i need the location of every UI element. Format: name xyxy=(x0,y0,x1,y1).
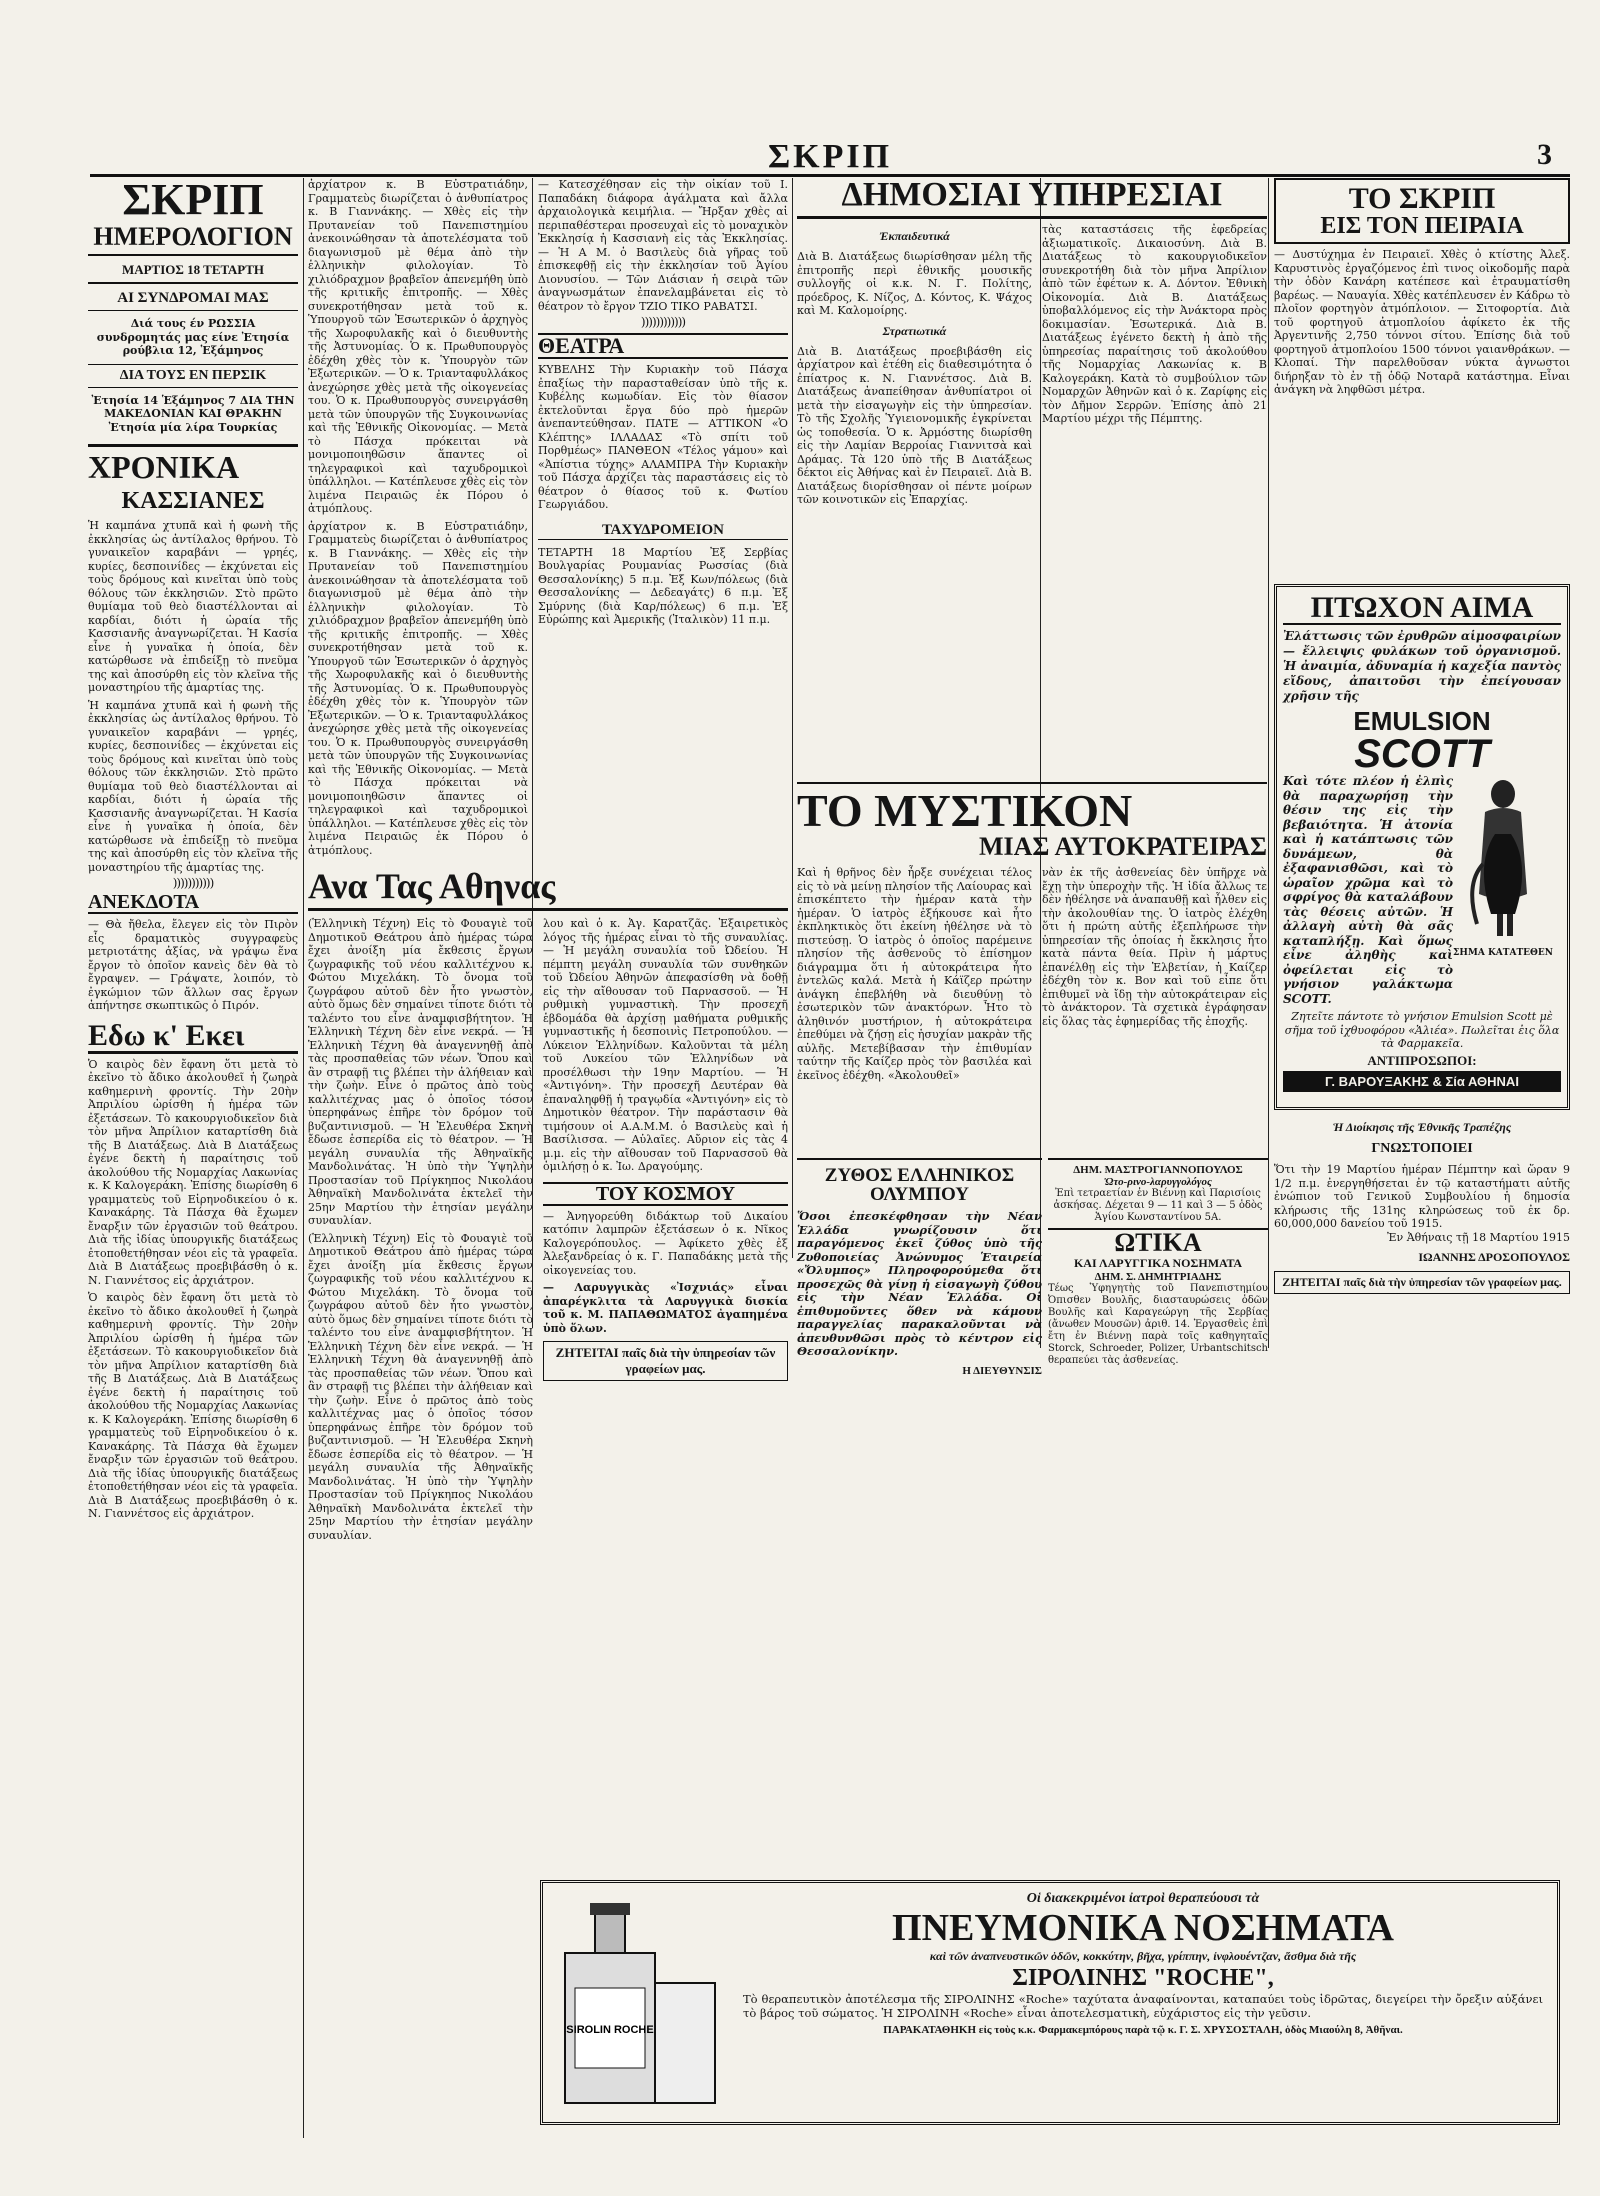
athens-heading: Ανα Τας Αθηνας xyxy=(308,868,788,911)
athens-text-2: λου καὶ ὁ κ. Ἀγ. Καρατζᾶς. Ἐξαιρετικὸς λόγος τῆς ἡμέρας εἶναι τὸ τῆς συναυλίας. — Ἡ μεγάλη συναυλία τοῦ Ὠδείου. Ἡ πέμπτη μεγάλη συναυλία τῶν συνθηκῶν τοῦ Ὠδείου Ἀθηνῶν ἀπεφασίσθη νὰ δοθῇ εἰς τὴν αἴθουσαν τοῦ Παρνασσοῦ. — Ἡ ρυθμικὴ γυμναστικὴ. Τὴν προσεχῆ ἑβδομάδα θὰ ἀρχίσῃ μαθήματα ρυθμικῆς γυμναστικῆς ἡ δεσποινὶς Πετροπούλου. — Λύκειον Ἑλληνίδων. Καλοῦνται τὰ μέλη τοῦ Λυκείου τῶν Ἑλληνίδων νὰ προσέλθωσι τὴν 19ην Μαρτίου. — Ἡ «Ἀντιγόνη». Τὴν προσεχῆ Δευτέραν θὰ ἐπαναληφθῇ ἡ τραγῳδία «Ἀντιγόνη» εἰς τὸ Δημοτικὸν θέατρον. Τὴν παράστασιν θὰ τιμήσουν οἱ Α.Α.Μ.Μ. ὁ Βασιλεὺς καὶ ἡ Βασίλισσα. — Αὐλαῖες. Αὔριον εἰς τὰς 4 μ.μ. εἰς τὴν αἴθουσαν τοῦ Παρνασσοῦ θὰ ὁμιλήσῃ ὁ κ. Ἰω. Δραγούμης. xyxy=(543,917,788,1173)
ptoxon-text: Ἐλάττωσις τῶν ἐρυθρῶν αἱμοσφαιρίων — ἔλλειψις φυλάκων τοῦ ὀργανισμοῦ. Ἡ ἀναιμία, ἀδυναμία ἡ καχεξία παντὸς εἴδους, ἀπαιτοῦσι τὴν ἐπείγουσαν χρῆσιν τῆς xyxy=(1283,629,1562,703)
subscriptions-heading: ΑΙ ΣΥΝΔΡΟΜΑΙ ΜΑΣ xyxy=(88,290,298,311)
education-heading: Ἐκπαιδευτικά xyxy=(879,229,950,243)
separator: )))))))))))) xyxy=(640,315,686,329)
wanted-notice: ΖΗΤΕΙΤΑΙ παῖς διὰ τὴν ὑπηρεσίαν τῶν γραφείων μας. xyxy=(543,1341,788,1381)
news-text: ἀρχίατρον κ. Β Εὐστρατιάδην, Γραμματεὺς διωρίζεται ὁ ἀνθυπίατρος κ. Β Γιαννάκης. — Χθὲς εἰς τὴν Πρυτανείαν τοῦ Πανεπιστημίου ἀνεκοινώθησαν τὰ ἀποτελέσματα τοῦ διαγωνισμοῦ μὲ θέμα ἀπὸ τὴν ἑλληνικὴν φιλολογίαν. Τὸ χιλιόδραχμον βραβεῖον ἀπενεμήθη ὑπὸ τῆς κριτικῆς ἐπιτροπῆς. — Χθὲς συνεκροτήθησαν μετὰ τοῦ κ. Ὑπουργοῦ τῶν Ἐσωτερικῶν ὁ ἀρχηγὸς τῆς Χωροφυλακῆς καὶ ὁ διευθυντὴς τῆς Ἀστυνομίας. Ὁ κ. Πρωθυπουργὸς ἐδέχθη χθὲς τὸν κ. Ὑπουργὸν τῶν Ἐξωτερικῶν. — Ὁ κ. Τριανταφυλλάκος ἀνεχώρησε χθὲς μετὰ τῆς οἰκογενείας του. Ὁ κ. Πρωθυπουργὸς συνειργάσθη μετὰ τῶν ὑπουργῶν τῆς Συγκοινωνίας καὶ τῆς Ἐθνικῆς Οἰκονομίας. — Μετὰ τὸ Πάσχα πρόκειται νὰ μονιμοποιηθῶσιν ἅπαντες οἱ τηλεγραφικοὶ καὶ ταχυδρομικοὶ ὑπάλληλοι. — Κατέπλευσε χθὲς εἰς τὸν λιμένα Πειραιῶς ἐκ Πόρου ὁ ἀτμόπλους. xyxy=(308,178,528,515)
date-line: ΜΑΡΤΙΟΣ 18 ΤΕΤΑΡΤΗ xyxy=(88,262,298,284)
column-1 xyxy=(88,175,298,2138)
piraeus-heading: ΕΙΣ ΤΟΝ ΠΕΙΡΑΙΑ xyxy=(1320,213,1524,239)
laryng-text: — Λαρυγγικὰς «Ἰσχνιάς» εἶναι ἀπαρέγκλιτα τὰ Λαρυγγικὰ δισκία τοῦ κ. Μ. ΠΑΠΑΘΩΜΑΤΟΣ ἀγαπημένα ὑπὸ ὅλων. xyxy=(543,1281,788,1335)
zythos-footer: Η ΔΙΕΥΘΥΝΣΙΣ xyxy=(962,1364,1042,1377)
bottle-illustration xyxy=(555,1893,725,2113)
otika-text: Τέως Ὑφηγητὴς τοῦ Πανεπιστημίου Ὀπισθεν Βουλῆς, διασταυρώσεις ὁδῶν Βουλῆς καὶ Καραγεώργη τῆς Σερβίας (ἄνωθεν Μουσῶν) ἀριθ. 14. Ἐργασθεὶς ἐπὶ ἔτη ἐν Βιέννῃ παρὰ τοῖς καθηγηταῖς Storck, Schroeder, Polizer, Urbantschitsch θεραπεύει τὰς ἀσθενείας. xyxy=(1048,1283,1268,1366)
military-heading: Στρατιωτικά xyxy=(882,323,947,338)
kassianes-heading: ΚΑΣΣΙΑΝΕΣ xyxy=(121,488,265,514)
fisherman-icon xyxy=(1455,774,1551,944)
zythos-text: Ὅσοι ἐπεσκέφθησαν τὴν Νέαν Ἑλλάδα γνωρίζουσιν ὅτι παραγόμενος ἐκεῖ ζύθος ὑπὸ τῆς Ζυθοποιείας Ἀνώνυμος Ἑταιρεία «Ὄλυμπος» Πληροφορούμεθα ὅτι προσεχῶς θὰ γίνῃ ἡ εἰσαγωγὴ ζύθου εἰς τὴν Νέαν Ἑλλάδα. Οἱ ἐπιθυμοῦντες ὅθεν νὰ κάμουν παραγγελίας παρακαλοῦνται νὰ ἀπευθυνθῶσι πρὸς τὸ κέντρον εἰς Θεσσαλονίκην. xyxy=(797,1209,1042,1358)
gnostopoiei-text: Ὅτι τὴν 19 Μαρτίου ἡμέραν Πέμπτην καὶ ὥραν 9 1/2 π.μ. ἐνεργηθήσεται ἐν τῷ καταστήματι αὐτῆς ἐνώπιον τοῦ Γενικοῦ Συμβουλίου ἡ δημοσία κλήρωσις τῆς 131ης κληρώσεως τοῦ ἐκ δρ. 60,000,000 δανείου τοῦ 1915. xyxy=(1274,1163,1570,1230)
kassianes-text: Ἡ καμπάνα χτυπᾶ καὶ ἡ φωνὴ τῆς ἐκκλησίας ὡς ἀντίλαλος θρήνου. Τὸ γυναικεῖον καραβάνι — γρηές, κυρίες, δεσποινίδες — ἐκχύνεται εἰς τοὺς δρόμους καὶ κινεῖται ὑπὸ τοὺς θόλους τῶν ἐκκλησιῶν. Στὸ πρῶτο θυμίαμα τοῦ θεὸ διαστέλλονται αἱ καρδίαι, διότι ἡ ὡραία τῆς Κασσιανῆς ἀναγνωρίζεται. Ἡ Κασία εἶνε ἡ γυναῖκα ἡ ὁποία, δὲν κατώρθωσε νὰ ἐπιδείξῃ τὸ πνεῦμα της καὶ ἀποσύρθη εἰς τὸν κλεῖνα τῆς μοναστηρίου τῆς ἁμαρτίας της. xyxy=(88,519,298,694)
sirolin-text: Τὸ θεραπευτικὸν ἀποτέλεσμα τῆς ΣΙΡΟΛΙΝΗΣ «Roche» ταχύτατα ἀναφαίνονται, καταπαύει τοὺς ἱδρῶτας, διεγείρει τὴν ὄρεξιν αὐξάνει τὸ βάρος τοῦ σώματος. Ἡ ΣΙΡΟΛΙΝΗ «Roche» εἶναι ἀποτελεσματικὴ, εὐχάριστος εἰς τὴν γεῦσιν. xyxy=(743,1992,1543,2020)
public-services-heading: ΔΗΜΟΣΙΑΙ ΥΠΗΡΕΣΙΑΙ xyxy=(797,178,1267,219)
sirolin-footer: ΠΑΡΑΚΑΤΑΘΗΚΗ εἰς τοὺς κ.κ. Φαρμακεμπόρους παρὰ τῷ κ. Γ. Σ. ΧΡΥΣΟΣΤΑΛΗ, ὁδὸς Μιαούλη 8, Ἀθῆναι. xyxy=(883,2024,1403,2036)
column-5 xyxy=(1274,178,1570,1368)
doctor-specialty: Ὠτο-ρινο-λαρυγγολόγος xyxy=(1104,1176,1212,1188)
military-text: Διὰ Β. Διατάξεως προεβιβάσθη εἰς ἀρχίατρον καὶ ἐτέθη εἰς διαθεσιμότητα ὁ ἐπίατρος κ. Ν. Γιαννέτσος. Διὰ Β. Διατάξεως ἀναπείθησαν ἀνθυπίατροι οἱ μετὰ τὴν εἰσαγωγὴν εἰς τὴν ὑπηρεσίαν. Τὸ τῆς Σχολῆς Ὑγιειονομικῆς ἐγκρίνεται ὡς τοποθεσία. Ὁ κ. Ἀρμόστης διωρίσθη εἰς τὴν Λαμίαν Βερροίας Γιαννιτσὰ καὶ Δράμας. Τὰ 120 ὑπὸ τῆς Β Διατάξεως δέκτοι εἰς Ἀθήνας καὶ ἐν Πειραιεῖ. Διὰ Β. Διατάξεως διορίσθησαν οἱ πέντε μοίρων τῶν κοινοτικῶν εἰς Ἐπαρχίας. xyxy=(797,344,1032,506)
edo-ekei-heading: Εδω κ' Εκει xyxy=(88,1021,298,1054)
column-3 xyxy=(538,178,788,868)
skrip-heading: ΤΟ ΣΚΡΙΠ xyxy=(1348,182,1496,215)
logo: ΣΚΡΙΠ xyxy=(122,175,264,224)
sirolin-heading: ΠΝΕΥΜΟΝΙΚΑ ΝΟΣΗΜΑΤΑ xyxy=(892,1907,1394,1949)
emulsion-brand: EMULSION xyxy=(1353,706,1491,736)
services-right-text: τὰς καταστάσεις τῆς ἐφεδρείας ἀξιωματικοῖς. Δικαιοσύνη. Διὰ Β. Διατάξεως τὸ κακουργιοδικεῖον συνεκροτήθη διὰ τὸν μῆνα Ἀπρίλιον ἀπὸ τῶν ἐφέτων κ. Α. Δόντον. Ἐθνικὴ Οἰκονομία. Διὰ Β. Διατάξεως ὑποβαλλόμενος εἰς τὴν Ἀνάκτορα πρὸς δοκιμασίαν. Ἐσωτερικά. Διὰ Β. Διατάξεως ἐγένετο δεκτὴ ἡ ἀπὸ τῆς ὑπηρεσίας παραίτησις τοῦ ἀκολούθου τῆς Νομαρχίας Λακωνίας κ. Β Καλογεράκη. Κατὰ τὸ συμβούλιον τῶν Νομαρχῶν Ἀθηνῶν καὶ ὁ κ. Ζαρίφης εἰς τὸν Δῆμον Σερρῶν. Ἐπίσης ἀπὸ 21 Μαρτίου μέχρι τῆς Πέμπτης. xyxy=(1042,223,1267,425)
kosmos-text: — Ἀνηγορεύθη διδάκτωρ τοῦ Δικαίου κατόπιν λαμπρῶν ἐξετάσεων ὁ κ. Νῖκος Καλογερόπουλος. — Ἀφίκετο χθὲς ἐξ Ἀλεξανδρείας ὁ κ. Γ. Παπαδάκης μετὰ τῆς οἰκογενείας του. xyxy=(543,1209,788,1277)
subscriptions-text: Διά τους έν ΡΩΣΣΙΑ συνδρομητάς μας είνε Ἐτησία ρούβλια 12, Ἑξάμηνος xyxy=(96,317,290,357)
scott-brand: SCOTT xyxy=(1354,732,1490,776)
persia-text: Ἐτησία 14 Ἑξάμηνος 7 ΔΙΑ ΤΗΝ ΜΑΚΕΔΟΝΙΑΝ ΚΑΙ ΘΡΑΚΗΝ Ἐτησία μία λίρα Τουρκίας xyxy=(91,393,295,434)
athens-text: (Ἑλληνικὴ Τέχνη) Εἰς τὸ Φουαγιὲ τοῦ Δημοτικοῦ Θεάτρου ἀπὸ ἡμέρας τώρα ἔχει ἀνοίξη μία ἔκθεσις ἔργων ζωγραφικῆς τοῦ νέου καλλιτέχνου κ. Φώτου Μιχελάκη. Τὸ ὄνομα τοῦ ζωγράφου αὐτοῦ δὲν ἦτο γνωστὸν, αὐτὸ ὅμως δὲν σημαίνει τίποτε διότι τὸ ταλέντο του εἶνε ἀναμφισβήτητον. Ἡ Ἑλληνικὴ Τέχνη δὲν εἶνε νεκρά. — Ἡ Ἑλληνικὴ Τέχνη θὰ ἀναγεννηθῇ ἀπὸ τὰς προσπαθείας τῶν νέων. Ὅπου καὶ ἂν στραφῇ τις βλέπει τὴν ἀλήθειαν καὶ τὴν ζωὴν. Εἶνε ὁ πρῶτος ἀπὸ τοὺς καλλιτέχνας μας ὁ ὁποῖος τόσον ὑπερηφάνως ἐπῆρε τὸν δρόμον τοῦ βυζαντινισμοῦ. — Ἡ Ἐλευθέρα Σκηνὴ ἔδωσε ἑσπερίδα εἰς τὸ θέατρον. — Ἡ μεγάλη συναυλία τῆς Ἀθηναϊκῆς Μανδολινάτας. Ἡ ὑπὸ τὴν Ὑψηλὴν Προστασίαν τοῦ Πρίγκηπος Νικολάου Ἀθηναϊκὴ Μανδολινάτα ἐκτελεῖ τὴν 25ην Μαρτίου τὴν ἐτησίαν μεγάλην συναυλίαν. xyxy=(308,917,533,1227)
sirolin-content xyxy=(743,1891,1543,2042)
bank-heading: Ἡ Διοίκησις τῆς Ἐθνικῆς Τραπέζης xyxy=(1332,1120,1512,1134)
edo-ekei-text-cont: Ὁ καιρὸς δὲν ἔφανη ὅτι μετὰ τὸ ἐκεῖνο τὸ ἄδικο ἀκολουθεῖ ἡ ζωηρὰ καθημερινὴ φροντίς. Τὴν 20ὴν Ἀπριλίου ὡρίσθη ἡ ἡμέρα τῶν ἐξετάσεων. Τὸ κακουργιοδικεῖον διὰ τὸν μῆνα Ἀπρίλιον καταρτίσθη διὰ τῆς Β Διατάξεως. Διὰ Β Διατάξεως ἐγένε δεκτὴ ἡ παραίτησις τοῦ ἀκολούθου τῆς Νομαρχίας Λακωνίας κ. Κ Καλογεράκη. Ἐπίσης διωρίσθη 6 γραμματεὺς τοῦ Εἰρηνοδικείου ὁ κ. Κανακάρης. Τὰ Πάσχα θὰ ἔχωμεν ἔναρξιν τῶν ἐργασιῶν τοῦ θεάτρου. Διὰ τῆς ἰδίας ὑπουργικῆς διατάξεως ἐτοποθετήθησαν νέοι εἰς τὰ γραφεῖα. Διὰ Β Διατάξεως προεβιβάσθη ὁ κ. Ν. Γιαννέτσος εἰς ἀρχιάτρον. xyxy=(88,1291,298,1520)
calendar-title: ΗΜΕΡΟΛΟΓΙΟΝ xyxy=(88,224,298,256)
doctor-text: Ἐπὶ τετραετίαν ἐν Βιέννῃ καὶ Παρισίοις ἀσκήσας. Δέχεται 9 — 11 καὶ 3 — 5 ὁδὸς Ἁγίου Κωνσταντίνου 5Α. xyxy=(1053,1188,1263,1223)
edo-ekei-text: Ὁ καιρὸς δὲν ἔφανη ὅτι μετὰ τὸ ἐκεῖνο τὸ ἄδικο ἀκολουθεῖ ἡ ζωηρὰ καθημερινὴ φροντίς. Τὴν 20ὴν Ἀπριλίου ὡρίσθη ἡ ἡμέρα τῶν ἐξετάσεων. Τὸ κακουργιοδικεῖον διὰ τὸν μῆνα Ἀπρίλιον καταρτίσθη διὰ τῆς Β Διατάξεως. Διὰ Β Διατάξεως ἐγένε δεκτὴ ἡ παραίτησις τοῦ ἀκολούθου τῆς Νομαρχίας Λακωνίας κ. Κ Καλογεράκη. Ἐπίσης διωρίσθη 6 γραμματεὺς τοῦ Εἰρηνοδικείου ὁ κ. Κανακάρης. Τὰ Πάσχα θὰ ἔχωμεν ἔναρξιν τῶν ἐργασιῶν τοῦ θεάτρου. Διὰ τῆς ἰδίας ὑπουργικῆς διατάξεως ἐτοποθετήθησαν νέοι εἰς τὰ γραφεῖα. Διὰ Β Διατάξεως προεβιβάσθη ὁ κ. Ν. Γιαννέτσος εἰς ἀρχιάτρον. xyxy=(88,1057,298,1287)
post-heading: ΤΑΧΥΔΡΟΜΕΙΟΝ xyxy=(538,522,788,540)
seal-label: ΣΗΜΑ ΚΑΤΑΤΕΘΕΝ xyxy=(1453,948,1553,958)
wanted-notice-2: ΖΗΤΕΙΤΑΙ παῖς διὰ τὴν ὑπηρεσίαν τῶν γραφείων μας. xyxy=(1274,1271,1570,1294)
gnostopoiei-signature: ΙΩΑΝΝΗΣ ΔΡΟΣΟΠΟΥΛΟΣ xyxy=(1418,1250,1570,1264)
theatra-text: ΚΥΒΕΛΗΣ Τὴν Κυριακὴν τοῦ Πάσχα ἐπαξίως τὴν παρασταθείσαν ὑπὸ τῆς κ. Κυβέλης κωμωδίαν. Εἰς τὸν θίασον ἐκτελοῦνται ἔργα δύο πρὸ ἡμερῶν ἀνεπαντεύθησαν. ΠΑΤΕ — ΑΤΤΙΚΟΝ «Ὁ Κλέπτης» ΙΛΛΑΔΑΣ «Τὸ σπίτι τοῦ Πορθμέως» ΠΑΝΘΕΟΝ «Τέλος γάμου» καὶ «Ἀπίστια τύχης» ΑΛΑΜΠΡΑ Τὴν Κυριακὴν τοῦ Πάσχα ἀρχίζει τὰς παραστάσεις εἰς τὸ θέατρον ὁ θίασος τοῦ κ. Φωτίου Γεωργιάδου. xyxy=(538,363,788,511)
ptoxon-heading: ΠΤΩΧΟΝ ΑΙΜΑ xyxy=(1283,593,1561,625)
public-services xyxy=(797,178,1267,738)
otika-subheading: ΚΑΙ ΛΑΡΥΓΓΙΚΑ ΝΟΣΗΜΑΤΑ xyxy=(1073,1256,1243,1270)
separator: ))))))))))) xyxy=(172,876,214,890)
piraeus-text: — Δυστύχημα ἐν Πειραιεῖ. Χθὲς ὁ κτίστης Ἀλεξ. Καρυστινὸς ἐργαζόμενος ἐπὶ τινος οἰκοδομῆς παρὰ τὴν ὁδὸν Κανάρη κατέπεσε καὶ ἐτραυματίσθη βαρέως. — Ναυαγία. Χθὲς κατέπλευσεν ἐν Κάδρω τὸ πλοῖον φορτηγὸν ἀτμόπλοιον. — Σιτοφορτία. Διὰ τοῦ φορτηγοῦ ἀτμοπλοίου ἀφίκετο ἐκ τῆς Ἀργεντινῆς 2,750 τόννοι σίτου. Ἐπίσης διὰ τοῦ φορτηγοῦ ἀτμοπλοίου 1500 τόννοι γαιανθράκων. — Κλοπαί. Τὴν παρελθοῦσαν νύκτα ἀγνωστοι διήρηξαν τὸ ἐν τῇ ὁδῷ Νοταρᾶ κατάστημα. Εἶναι ἀνάγκη νὰ ληφθῶσι μέτρα. xyxy=(1274,248,1570,396)
otika-name: ΔΗΜ. Σ. ΔΗΜΗΤΡΙΑΔΗΣ xyxy=(1094,1271,1222,1283)
masthead xyxy=(90,138,1570,177)
mystikon-subtitle: ΜΙΑΣ ΑΥΤΟΚΡΑΤΕΙΡΑΣ xyxy=(979,832,1267,861)
fisherman-logo xyxy=(1453,774,1553,1006)
kosmos-heading: ΤΟΥ ΚΟΣΜΟΥ xyxy=(543,1182,788,1206)
scott-text: Καὶ τότε πλέον ἡ ἐλπὶς θὰ παραχωρήσῃ τὴν θέσιν της εἰς τὴν βεβαιότητα. Ἡ ἀτονία καὶ ἡ κατάπτωσις τῶν δυνάμεων, θὰ ἐξαφανισθῶσι, καὶ τὸ ὡραῖον χρῶμα καὶ τὸ σφρίγος θὰ καταλάβουν τὰς θέσεις αὐτῶν. Ἡ ἀλλαγὴ αὐτὴ θὰ σᾶς καταπλήξῃ. Καὶ ὅμως εἶνε ἀληθὴς καὶ ὀφείλεται εἰς τὸ γνήσιον γαλάκτωμα SCOTT. xyxy=(1283,774,1453,1006)
zythos-ad xyxy=(797,1158,1042,1377)
news-mid: — Κατεσχέθησαν εἰς τὴν οἰκίαν τοῦ Ι. Παπαδάκη διάφορα ἀγάλματα καὶ ἄλλα ἀρχαιολογικὰ κειμήλια. — Ἤρξαν χθὲς αἱ περιπαθέστεραι προσευχαὶ εἰς τὸ μοναχικὸν Ἐκκλησίᾳ ἡ Κασσιανὴ εἰς τὰς Ἐκκλησίας. — Ἡ Α Μ. ὁ Βασιλεὺς διὰ γῆρας τοῦ ἐπισκεφθῇ εἰς τὴν ἐκκλησίαν τοῦ Ἁγίου Διονυσίου. — Τῶν Διάσιαν ἡ σειρὰ τῶν ἀναγνωσμάτων ἐπανελαμβάνεται εἰς τὸ θέατρον τὸ ἔργον ΤΖΙΟ ΤΙΚΟ ΡΑΒΑΤΣΙ. xyxy=(538,178,788,313)
gnostopoiei-heading: ΓΝΩΣΤΟΠΟΙΕΙ xyxy=(1371,1141,1473,1156)
column-rule xyxy=(303,178,304,2138)
gnostopoiei-date: Ἐν Ἀθήναις τῇ 18 Μαρτίου 1915 xyxy=(1387,1230,1570,1244)
theatra-heading: ΘΕΑΤΡΑ xyxy=(538,333,788,359)
doctor-name: ΔΗΜ. ΜΑΣΤΡΟΓΙΑΝΝΟΠΟΥΛΟΣ xyxy=(1073,1164,1243,1176)
sirolin-lead: Οἱ διακεκριμένοι ἰατροὶ θεραπεύουσι τὰ xyxy=(1026,1891,1260,1906)
piraeus-box xyxy=(1274,178,1570,244)
agents-label: ΑΝΤΙΠΡΟΣΩΠΟΙ: xyxy=(1367,1052,1477,1068)
mystikon-text-right: νὰν ἐκ τῆς ἀσθενείας δὲν ὑπῆρχε νὰ ἔχῃ τὴν ὑπεροχὴν τῆς. Ἡ ἰδία ἄλλως τε δὲν ἠθέλησε νὰ ἀναπαυθῇ καὶ ἦλθεν εἰς τὴν ἀκολουθίαν της. Ὁ ἰατρὸς ἐλέχθη ὅτι ἡ πρώτη αὐτῆς ἐξεπλήρωσε τὴν ὑπηρεσίαν τῆς ὁποίας ἡ ἔκκλησις ἦτο κατὰ πάντα θεία. Πρὶν ἡ μάρτυς ἐπανέλθῃ εἰς τὴν Ἑλβετίαν, ἡ Καίζερ ἐδέχθη τὸν κ. Βον καὶ τοῦ εἶπε ὅτι ἐπιθυμεῖ νὰ ἴδῃ τὴν αὐτοκράτειραν εἰς τὸ ἀνάκτορον. Τὰ σχετικὰ ἐγράφησαν εἰς ὅλας τὰς ἐφημερίδας τῆς ἐποχῆς. xyxy=(1042,866,1267,1028)
chronika-heading: ΧΡΟΝΙΚΑ xyxy=(88,444,298,483)
sirolin-ad xyxy=(540,1880,1560,2125)
news-text-cont: ἀρχίατρον κ. Β Εὐστρατιάδην, Γραμματεὺς διωρίζεται ὁ ἀνθυπίατρος κ. Β Γιαννάκης. — Χθὲς εἰς τὴν Πρυτανείαν τοῦ Πανεπιστημίου ἀνεκοινώθησαν τὰ ἀποτελέσματα τοῦ διαγωνισμοῦ μὲ θέμα ἀπὸ τὴν ἑλληνικὴν φιλολογίαν. Τὸ χιλιόδραχμον βραβεῖον ἀπενεμήθη ὑπὸ τῆς κριτικῆς ἐπιτροπῆς. — Χθὲς συνεκροτήθησαν μετὰ τοῦ κ. Ὑπουργοῦ τῶν Ἐσωτερικῶν ὁ ἀρχηγὸς τῆς Χωροφυλακῆς καὶ ὁ διευθυντὴς τῆς Ἀστυνομίας. Ὁ κ. Πρωθυπουργὸς ἐδέχθη χθὲς τὸν κ. Ὑπουργὸν τῶν Ἐξωτερικῶν. — Ὁ κ. Τριανταφυλλάκος ἀνεχώρησε χθὲς μετὰ τῆς οἰκογενείας του. Ὁ κ. Πρωθυπουργὸς συνειργάσθη μετὰ τῶν ὑπουργῶν τῆς Συγκοινωνίας καὶ τῆς Ἐθνικῆς Οἰκονομίας. — Μετὰ τὸ Πάσχα πρόκειται νὰ μονιμοποιηθῶσιν ἅπαντες οἱ τηλεγραφικοὶ καὶ ταχυδρομικοὶ ὑπάλληλοι. — Κατέπλευσε χθὲς εἰς τὸν λιμένα Πειραιῶς ἐκ Πόρου ὁ ἀτμόπλους. xyxy=(308,519,528,857)
column-rule xyxy=(792,178,793,1258)
mystikon-section xyxy=(797,782,1267,1147)
persia-heading: ΔΙΑ ΤΟΥΣ ΕΝ ΠΕΡΣΙΚ xyxy=(88,364,298,388)
mystikon-text: Καὶ ἡ θρῆνος δὲν ἦρξε συνέχειαι τέλος εἰς τὸ νὰ μείνῃ πλησίον τῆς Λαίουρας καὶ ἐπισκέπτετο τὴν ἡμέραν κατὰ τὴν ἡμέραν. Ὁ ἰατρὸς ἐξήκουσε καὶ ἦτο ἐκπληκτικὸς ὅτι ἐκείνη ἠθέλησε νὰ τὸ πιστεύσῃ. Ὁ ἰατρὸς ὁ ὁποῖος παρέμεινε πλησίον τῆς ἀσθενοῦς τὸ ἐπίσημον διάγραμμα ὅτι ἡ αὐτοκράτειρα ἦτο ἐντελῶς καλά. Μετὰ ἡ Κάϊζερ πρώτην ἀνάγκη ἐπεβλήθη νὰ διευθύνῃ τὸ ἐσωτερικὸν τῶν ἀνακτόρων. Ἦτο τὸ ἀληθινόν μυστήριον, ἡ αὐτοκράτειρα ἐπεθύμει νὰ ζήσῃ εἰς ἡσυχίαν μακρὰν τῆς αὐλῆς. Μετεβίβασαν τὴν ἐπιθυμίαν ταύτην τῆς Καίζερ πρὸς τὸν βασιλέα καὶ ἐκεῖνος ἐδέχθη. «Ἀκολουθεῖ» xyxy=(797,866,1032,1082)
agent-name: Γ. ΒΑΡΟΥΞΑΚΗΣ & Σία ΑΘΗΝΑΙ xyxy=(1283,1071,1561,1092)
column-rule xyxy=(1268,178,1269,1348)
sirolin-brand: ΣΙΡΟΛΙΝΗΣ "ROCHE", xyxy=(1012,1965,1274,1991)
otika-heading: ΩΤΙΚΑ xyxy=(1048,1228,1268,1256)
athens-text-cont: (Ἑλληνικὴ Τέχνη) Εἰς τὸ Φουαγιὲ τοῦ Δημοτικοῦ Θεάτρου ἀπὸ ἡμέρας τώρα ἔχει ἀνοίξη μία ἔκθεσις ἔργων ζωγραφικῆς τοῦ νέου καλλιτέχνου κ. Φώτου Μιχελάκη. Τὸ ὄνομα τοῦ ζωγράφου αὐτοῦ δὲν ἦτο γνωστὸν, αὐτὸ ὅμως δὲν σημαίνει τίποτε διότι τὸ ταλέντο του εἶνε ἀναμφισβήτητον. Ἡ Ἑλληνικὴ Τέχνη δὲν εἶνε νεκρά. — Ἡ Ἑλληνικὴ Τέχνη θὰ ἀναγεννηθῇ ἀπὸ τὰς προσπαθείας τῶν νέων. Ὅπου καὶ ἂν στραφῇ τις βλέπει τὴν ἀλήθειαν καὶ τὴν ζωὴν. Εἶνε ὁ πρῶτος ἀπὸ τοὺς καλλιτέχνας μας ὁ ὁποῖος τόσον ὑπερηφάνως ἐπῆρε τὸν δρόμον τοῦ βυζαντινισμοῦ. — Ἡ Ἐλευθέρα Σκηνὴ ἔδωσε ἑσπερίδα εἰς τὸ θέατρον. — Ἡ μεγάλη συναυλία τῆς Ἀθηναϊκῆς Μανδολινάτας. Ἡ ὑπὸ τὴν Ὑψηλὴν Προστασίαν τοῦ Πρίγκηπος Νικολάου Ἀθηναϊκὴ Μανδολινάτα ἐκτελεῖ τὴν 25ην Μαρτίου τὴν ἐτησίαν μεγάλην συναυλίαν. xyxy=(308,1231,533,1542)
masthead-title: ΣΚΡΙΠ xyxy=(767,138,893,175)
bottle-icon xyxy=(555,1893,725,2113)
kassianes-text-cont: Ἡ καμπάνα χτυπᾶ καὶ ἡ φωνὴ τῆς ἐκκλησίας ὡς ἀντίλαλος θρήνου. Τὸ γυναικεῖον καραβάνι — γρηές, κυρίες, δεσποινίδες — ἐκχύνεται εἰς τοὺς δρόμους καὶ κινεῖται ὑπὸ τοὺς θόλους τῶν ἐκκλησιῶν. Στὸ πρῶτο θυμίαμα τοῦ θεὸ διαστέλλονται αἱ καρδίαι, διότι ἡ ὡραία τῆς Κασσιανῆς ἀναγνωρίζεται. Ἡ Κασία εἶνε ἡ γυναῖκα ἡ ὁποία, δὲν κατώρθωσε νὰ ἐπιδείξῃ τὸ πνεῦμα της καὶ ἀποσύρθη εἰς τὸν κλεῖνα τῆς μοναστηρίου τῆς ἁμαρτίας της. xyxy=(88,698,298,874)
column-2 xyxy=(308,178,528,868)
anekdota-text: — Θὰ ἤθελα, ἔλεγεν εἰς τὸν Πιρὸν εἷς δραματικὸς συγγραφεὺς μετριοτάτης ἀξίας, νὰ γράψω ἕνα ἔργον τὸ ὁποῖον κανεὶς δὲν θὰ τὸ ἔγραψεν. — Γράψατε, λοιπόν, τὸ ἐγκώμιον τῶν ἄλλων σας ἔργων ἀπήντησε σκωπτικῶς ὁ Πιρόν. xyxy=(88,918,298,1012)
bottle-label: SIROLIN ROCHE xyxy=(566,2024,654,2036)
sirolin-subheading: καὶ τῶν ἀναπνευστικῶν ὁδῶν, κοκκύτην, βῆχα, γρίππην, ἰνφλουέντζαν, ἄσθμα διὰ τῆς xyxy=(929,1949,1357,1963)
education-text: Διὰ Β. Διατάξεως διωρίσθησαν μέλη τῆς ἐπιτροπῆς περὶ ἐθνικῆς μουσικῆς συλλογῆς οἱ κ.κ. Ν. Γ. Πολίτης, πρόεδρος, Κ. Νίζος, Δ. Κόντος, Κ. Ψάχος καὶ Μ. Καλομοίρης. xyxy=(797,250,1032,317)
doctor-ad xyxy=(1048,1158,1268,1370)
post-text: ΤΕΤΑΡΤΗ 18 Μαρτίου Ἐξ Σερβίας Βουλγαρίας Ρουμανίας Ρωσσίας (διὰ Θεσσαλονίκης) 5 π.μ. Ἐξ Κων/πόλεως (διὰ Θεσσαλονίκης — Δεδεαγάτς) 6 π.μ. Ἐξ Σμύρνης (διὰ Καρ/πόλεως) 6 π.μ. Ἐξ Εὐρώπης καὶ Ἀμερικῆς (Ἰταλικὸν) 11 π.μ. xyxy=(538,545,788,626)
anekdota-heading: ΑΝΕΚΔΟΤΑ xyxy=(88,892,298,914)
zythos-heading: ΖΥΘΟΣ ΕΛΛΗΝΙΚΟΣ ΟΛΥΜΠΟΥ xyxy=(824,1165,1015,1205)
page-number: 3 xyxy=(1537,138,1552,171)
mystikon-title: ΤΟ ΜΥΣΤΙΚΟΝ xyxy=(797,782,1267,834)
scott-footer: Ζητεῖτε πάντοτε τὸ γνήσιον Emulsion Scott μὲ σῆμα τοῦ ἰχθυοφόρου «Ἁλιέα». Πωλεῖται ἐις ὅλα τὰ Φαρμακεῖα. xyxy=(1284,1010,1560,1050)
scott-ad xyxy=(1274,584,1570,1110)
